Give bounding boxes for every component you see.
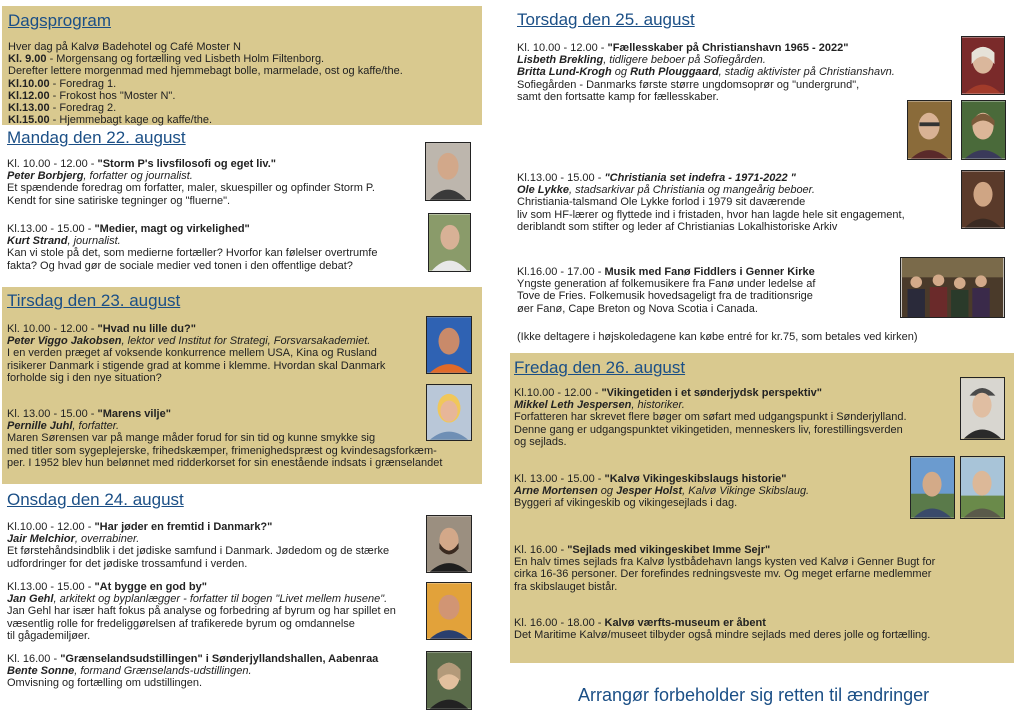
mandag-heading: Mandag den 22. august	[7, 128, 186, 147]
speaker-photo	[426, 651, 472, 710]
event-faellesskaber: Kl. 10.00 - 12.00 - "Fællesskaber på Christianshavn 1965 - 2022" Lisbeth Brekling, tidligere beboer på Sofiegården. Britta Lund-Krogh og Ruth Plouggaard, stadig aktivister på Christianshavn. Sofiegården - Danmarks første større ungdomsoprør og "undergrund", samt den fortsatte kamp for fællesskaber.	[517, 42, 895, 103]
event-storm-p: Kl. 10.00 - 12.00 - "Storm P's livsfilosofi og eget liv." Peter Borbjerg, forfatter og journalist. Et spændende foredrag om forfatter, maler, skuespiller og opfinder Storm P. Kendt for sine satiriske tegninger og "fluerne".	[7, 158, 375, 207]
speaker-name: Mikkel Leth Jespersen	[514, 399, 632, 412]
dagsprogram-intro: Hver dag på Kalvø Badehotel og Café Moster N	[8, 41, 241, 53]
speaker-photo	[425, 142, 471, 201]
fredag-heading: Fredag den 26. august	[514, 358, 686, 377]
speaker-photo	[426, 384, 472, 441]
speaker-photo	[910, 456, 955, 519]
band-photo	[900, 257, 1005, 318]
speaker-name: Lisbeth Brekling	[517, 54, 604, 67]
speaker-name: Peter Viggo Jakobsen	[7, 335, 122, 348]
speaker-photo	[960, 377, 1005, 440]
tirsdag-panel	[2, 287, 482, 484]
event-vaerfts-museum: Kl. 16.00 - 18.00 - Kalvø værfts-museum er åbent Det Maritime Kalvø/museet tilbyder også mindre sejlads med deres jolle og fortælling.	[514, 617, 931, 642]
speaker-name: Ruth Plouggaard	[630, 66, 719, 79]
dagsprogram-line: Kl.15.00 - Hjemmebagt kage og kaffe/the.	[8, 114, 213, 127]
speaker-photo	[961, 36, 1005, 95]
dagsprogram-line: Kl.12.00 - Frokost hos "Moster N".	[8, 89, 176, 102]
event-graenseland: Kl. 16.00 - "Grænselandsudstillingen" i Sønderjyllandshallen, Aabenraa Bente Sonne, formand Grænselands-udstillingen. Omvisning og fortælling om udstillingen.	[7, 653, 379, 690]
event-vikingetiden: Kl.10.00 - 12.00 - "Vikingetiden i et sønderjydsk perspektiv" Mikkel Leth Jespersen, historiker. Forfatteren har skrevet flere bøger om søfart med udgangspunkt i Sønderjylland. Denne gang er udgangspunktet vikingetiden, menneskers liv, forestillingsverden og sejlads.	[514, 387, 907, 448]
speaker-photo	[907, 100, 952, 160]
speaker-name: Ole Lykke	[517, 184, 569, 197]
torsdag-heading: Torsdag den 25. august	[517, 10, 695, 29]
event-fanoe-fiddlers: Kl.16.00 - 17.00 - Musik med Fanø Fiddlers i Genner Kirke Yngste generation af folkemusikere fra Fanø under ledelse af Tove de Fries. Folkemusik hovedsageligt fra de traditionsrige øer Fanø, Cape Breton og Nova Scotia i Canada.	[517, 266, 816, 315]
dagsprogram-line: Derefter lettere morgenmad med hjemmebagt bolle, marmelade, ost og kaffe/the.	[8, 65, 403, 78]
speaker-photo	[960, 456, 1005, 519]
dagsprogram-line: Kl.10.00 - Foredrag 1.	[8, 77, 117, 90]
speaker-name: Kurt Strand	[7, 235, 68, 248]
event-medier: Kl.13.00 - 15.00 - "Medier, magt og virkelighed" Kurt Strand, journalist. Kan vi stole på det, som medierne fortæller? Hvorfor kan følelser overtrumfe fakta? Og hvad gør de sociale medier ved tonen i den offentlige debat?	[7, 223, 378, 272]
footer-disclaimer: Arrangør forbeholder sig retten til ændringer	[578, 685, 930, 705]
speaker-name: Bente Sonne	[7, 665, 75, 678]
event-sejlads: Kl. 16.00 - "Sejlads med vikingeskibet Imme Sejr" En halv times sejlads fra Kalvø lystbådehavn langs kysten ved Kalvø i Genner Bugt for cirka 16-36 personer. Der forefindes redningsveste mv. Og meget erfarne medlemmer fra skibslauget bistår.	[514, 544, 936, 593]
dagsprogram-heading: Dagsprogram	[8, 11, 111, 30]
speaker-photo	[961, 170, 1005, 229]
speaker-photo	[428, 213, 471, 272]
onsdag-heading: Onsdag den 24. august	[7, 490, 184, 509]
event-god-by: Kl.13.00 - 15.00 - "At bygge en god by" Jan Gehl, arkitekt og byplanlægger - forfatter til bogen "Livet mellem husene". Jan Gehl har især haft fokus på analyse og forbedring af byrum og har spillet en væsentlig rolle for fredeliggørelsen af trafikerede byrum og omdannelse til gågademiljøer.	[7, 581, 396, 642]
tirsdag-heading: Tirsdag den 23. august	[7, 291, 181, 310]
speaker-name: Pernille Juhl	[7, 420, 73, 433]
event-joeder: Kl.10.00 - 12.00 - "Har jøder en fremtid i Danmark?" Jair Melchior, overrabiner. Et førstehåndsindblik i det jødiske samfund i Danmark. Jødedom og de stærke udfordringer for det jødiske trossamfund i verden.	[7, 521, 390, 570]
speaker-name: Britta Lund-Krogh	[517, 66, 612, 79]
dagsprogram-line: Kl.13.00 - Foredrag 2.	[8, 102, 117, 115]
event-hvad-nu: Kl. 10.00 - 12.00 - "Hvad nu lille du?" Peter Viggo Jakobsen, lektor ved Institut for Strategi, Forsvarsakademiet. I en verden præget af voksende konkurrence mellem USA, Kina og Rusland risikerer Danmark i stigende grad at komme i klemme. Hvordan skal Danmark forholde sig i den nye situation?	[7, 323, 386, 384]
speaker-name: Jesper Holst	[616, 485, 683, 498]
event-marens-vilje: Kl. 13.00 - 15.00 - "Marens vilje" Pernille Juhl, forfatter. Maren Sørensen var på mange måder forud for sin tid og kunne smykke sig med titler som sygeplejerske, frihedskæmper, frimenighedspræst og kvindesagsforkæm- per. I 1952 blev hun belønnet med ridderkorset for sin enestående indsats i grænselandet	[7, 408, 443, 469]
speaker-photo	[426, 316, 472, 374]
speaker-photo	[426, 515, 472, 573]
speaker-photo	[961, 100, 1006, 160]
dagsprogram-line: Kl. 9.00 - Morgensang og fortælling ved Lisbeth Holm Filtenborg.	[8, 53, 325, 66]
event-vikingeskibslaug: Kl. 13.00 - 15.00 - "Kalvø Vikingeskibslaugs historie" Arne Mortensen og Jesper Holst, Kalvø Vikinge Skibslaug. Byggeri af vikingeskib og vikingesejlads i dag.	[514, 473, 810, 510]
entre-note: (Ikke deltagere i højskoledagene kan købe entré for kr.75, som betales ved kirken)	[517, 331, 918, 343]
speaker-name: Jair Melchior	[7, 533, 75, 546]
speaker-name: Jan Gehl	[7, 593, 54, 606]
speaker-photo	[426, 582, 472, 640]
speaker-name: Peter Borbjerg	[7, 170, 84, 183]
event-christiania: Kl.13.00 - 15.00 - "Christiania set indefra - 1971-2022 " Ole Lykke, stadsarkivar på Christiania og mangeårig beboer. Christiania-talsmand Ole Lykke forlod i 1979 sit daværende liv som HF-lærer og flyttede ind i fristaden, hvor han lagde hele sit engagement, deriblandt som stifter og leder af Christianias Lokalhistoriske Arkiv	[517, 172, 905, 233]
speaker-name: Arne Mortensen	[514, 485, 598, 498]
dagsprogram-panel	[2, 6, 482, 125]
